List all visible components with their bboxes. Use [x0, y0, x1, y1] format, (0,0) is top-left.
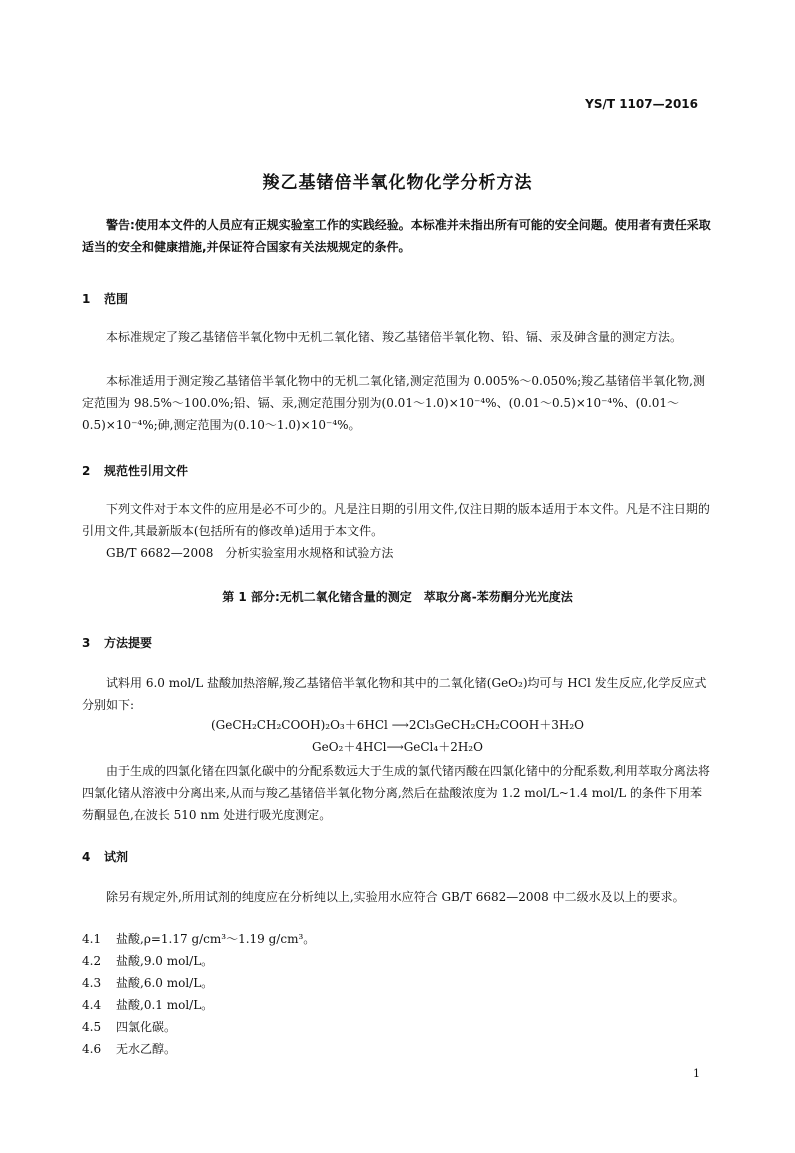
reaction-equation-2: GeO₂＋4HCl⟶GeCl₄＋2H₂O [312, 740, 483, 754]
reagent-number: 4.3 [82, 976, 102, 990]
reagent-number: 4.1 [82, 932, 102, 946]
reaction-equation-1: (GeCH₂CH₂COOH)₂O₃＋6HCl ⟶2Cl₃GeCH₂CH₂COOH＋3H₂O [210, 718, 585, 732]
document-title: 羧乙基锗倍半氧化物化学分析方法 [262, 173, 533, 193]
reagent-number: 4.5 [82, 1020, 102, 1034]
section-1-heading [82, 290, 128, 307]
safety-warning: 警告:使用本文件的人员应有正规实验室工作的实践经验。本标准并未指出所有可能的安全问题。使用者有责任采取适当的安全和健康措施,并保证符合国家有关法规规定的条件。 [82, 218, 711, 254]
section-3-paragraph-1: 试料用 6.0 mol/L 盐酸加热溶解,羧乙基锗倍半氧化物和其中的二氧化锗(GeO₂)均可与 HCl 发生反应,化学反应式分别如下: [82, 676, 707, 712]
section-3-heading [82, 634, 152, 651]
reagent-number: 4.6 [82, 1042, 102, 1056]
reagent-item [82, 974, 213, 991]
section-2-heading [82, 462, 188, 479]
reagent-number: 4.2 [82, 954, 102, 968]
section-4-heading [82, 848, 128, 865]
reagent-item [82, 1018, 176, 1035]
reagent-item [82, 952, 213, 969]
section-title: 规范性引用文件 [104, 464, 189, 478]
standard-code: YS/T 1107—2016 [585, 97, 698, 111]
part-1-title: 第 1 部分:无机二氧化锗含量的测定 萃取分离-苯芴酮分光光度法 [222, 590, 573, 604]
section-title: 试剂 [104, 850, 129, 864]
section-1-paragraph-1: 本标准规定了羧乙基锗倍半氧化物中无机二氧化锗、羧乙基锗倍半氧化物、铅、镉、汞及砷含量的测定方法。 [106, 330, 683, 344]
page-number: 1 [693, 1067, 700, 1080]
reagent-text: 四氯化碳。 [116, 1020, 177, 1034]
reagent-text: 无水乙醇。 [116, 1042, 177, 1056]
section-number: 1 [82, 292, 91, 306]
reagent-item [82, 996, 213, 1013]
reagent-item [82, 930, 315, 947]
reagent-item [82, 1040, 176, 1057]
section-number: 4 [82, 850, 91, 864]
section-title: 范围 [104, 292, 129, 306]
reagent-text: 盐酸,ρ=1.17 g/cm³～1.19 g/cm³。 [116, 932, 316, 946]
section-number: 3 [82, 636, 91, 650]
normative-reference: GB/T 6682—2008 分析实验室用水规格和试验方法 [106, 546, 394, 560]
reagent-text: 盐酸,6.0 mol/L。 [116, 976, 214, 990]
reagent-number: 4.4 [82, 998, 102, 1012]
reagent-text: 盐酸,9.0 mol/L。 [116, 954, 214, 968]
section-3-paragraph-2: 由于生成的四氯化锗在四氯化碳中的分配系数远大于生成的氯代锗丙酸在四氯化锗中的分配系数,利用萃取分离法将四氯化锗从溶液中分离出来,从而与羧乙基锗倍半氧化物分离,然后在盐酸浓度为 1.2 mol/L~1.4 mol/L 的条件下用苯芴酮显色,在波长 510 nm 处进行吸光度测定。 [82, 764, 710, 822]
reagent-text: 盐酸,0.1 mol/L。 [116, 998, 214, 1012]
section-1-paragraph-2: 本标准适用于测定羧乙基锗倍半氧化物中的无机二氧化锗,测定范围为 0.005%～0.050%;羧乙基锗倍半氧化物,测定范围为 98.5%～100.0%;铅、镉、汞,测定范围分别为(0.01～1.0)×10⁻⁴%、(0.01～0.5)×10⁻⁴%、(0.01～0.5)×10⁻⁴%;砷,测定范围为(0.10～1.0)×10⁻⁴%。 [82, 374, 706, 432]
section-title: 方法提要 [104, 636, 153, 650]
section-4-paragraph: 除另有规定外,所用试剂的纯度应在分析纯以上,实验用水应符合 GB/T 6682—2008 中二级水及以上的要求。 [106, 890, 685, 904]
section-2-paragraph: 下列文件对于本文件的应用是必不可少的。凡是注日期的引用文件,仅注日期的版本适用于本文件。凡是不注日期的引用文件,其最新版本(包括所有的修改单)适用于本文件。 [82, 502, 710, 538]
section-number: 2 [82, 464, 91, 478]
